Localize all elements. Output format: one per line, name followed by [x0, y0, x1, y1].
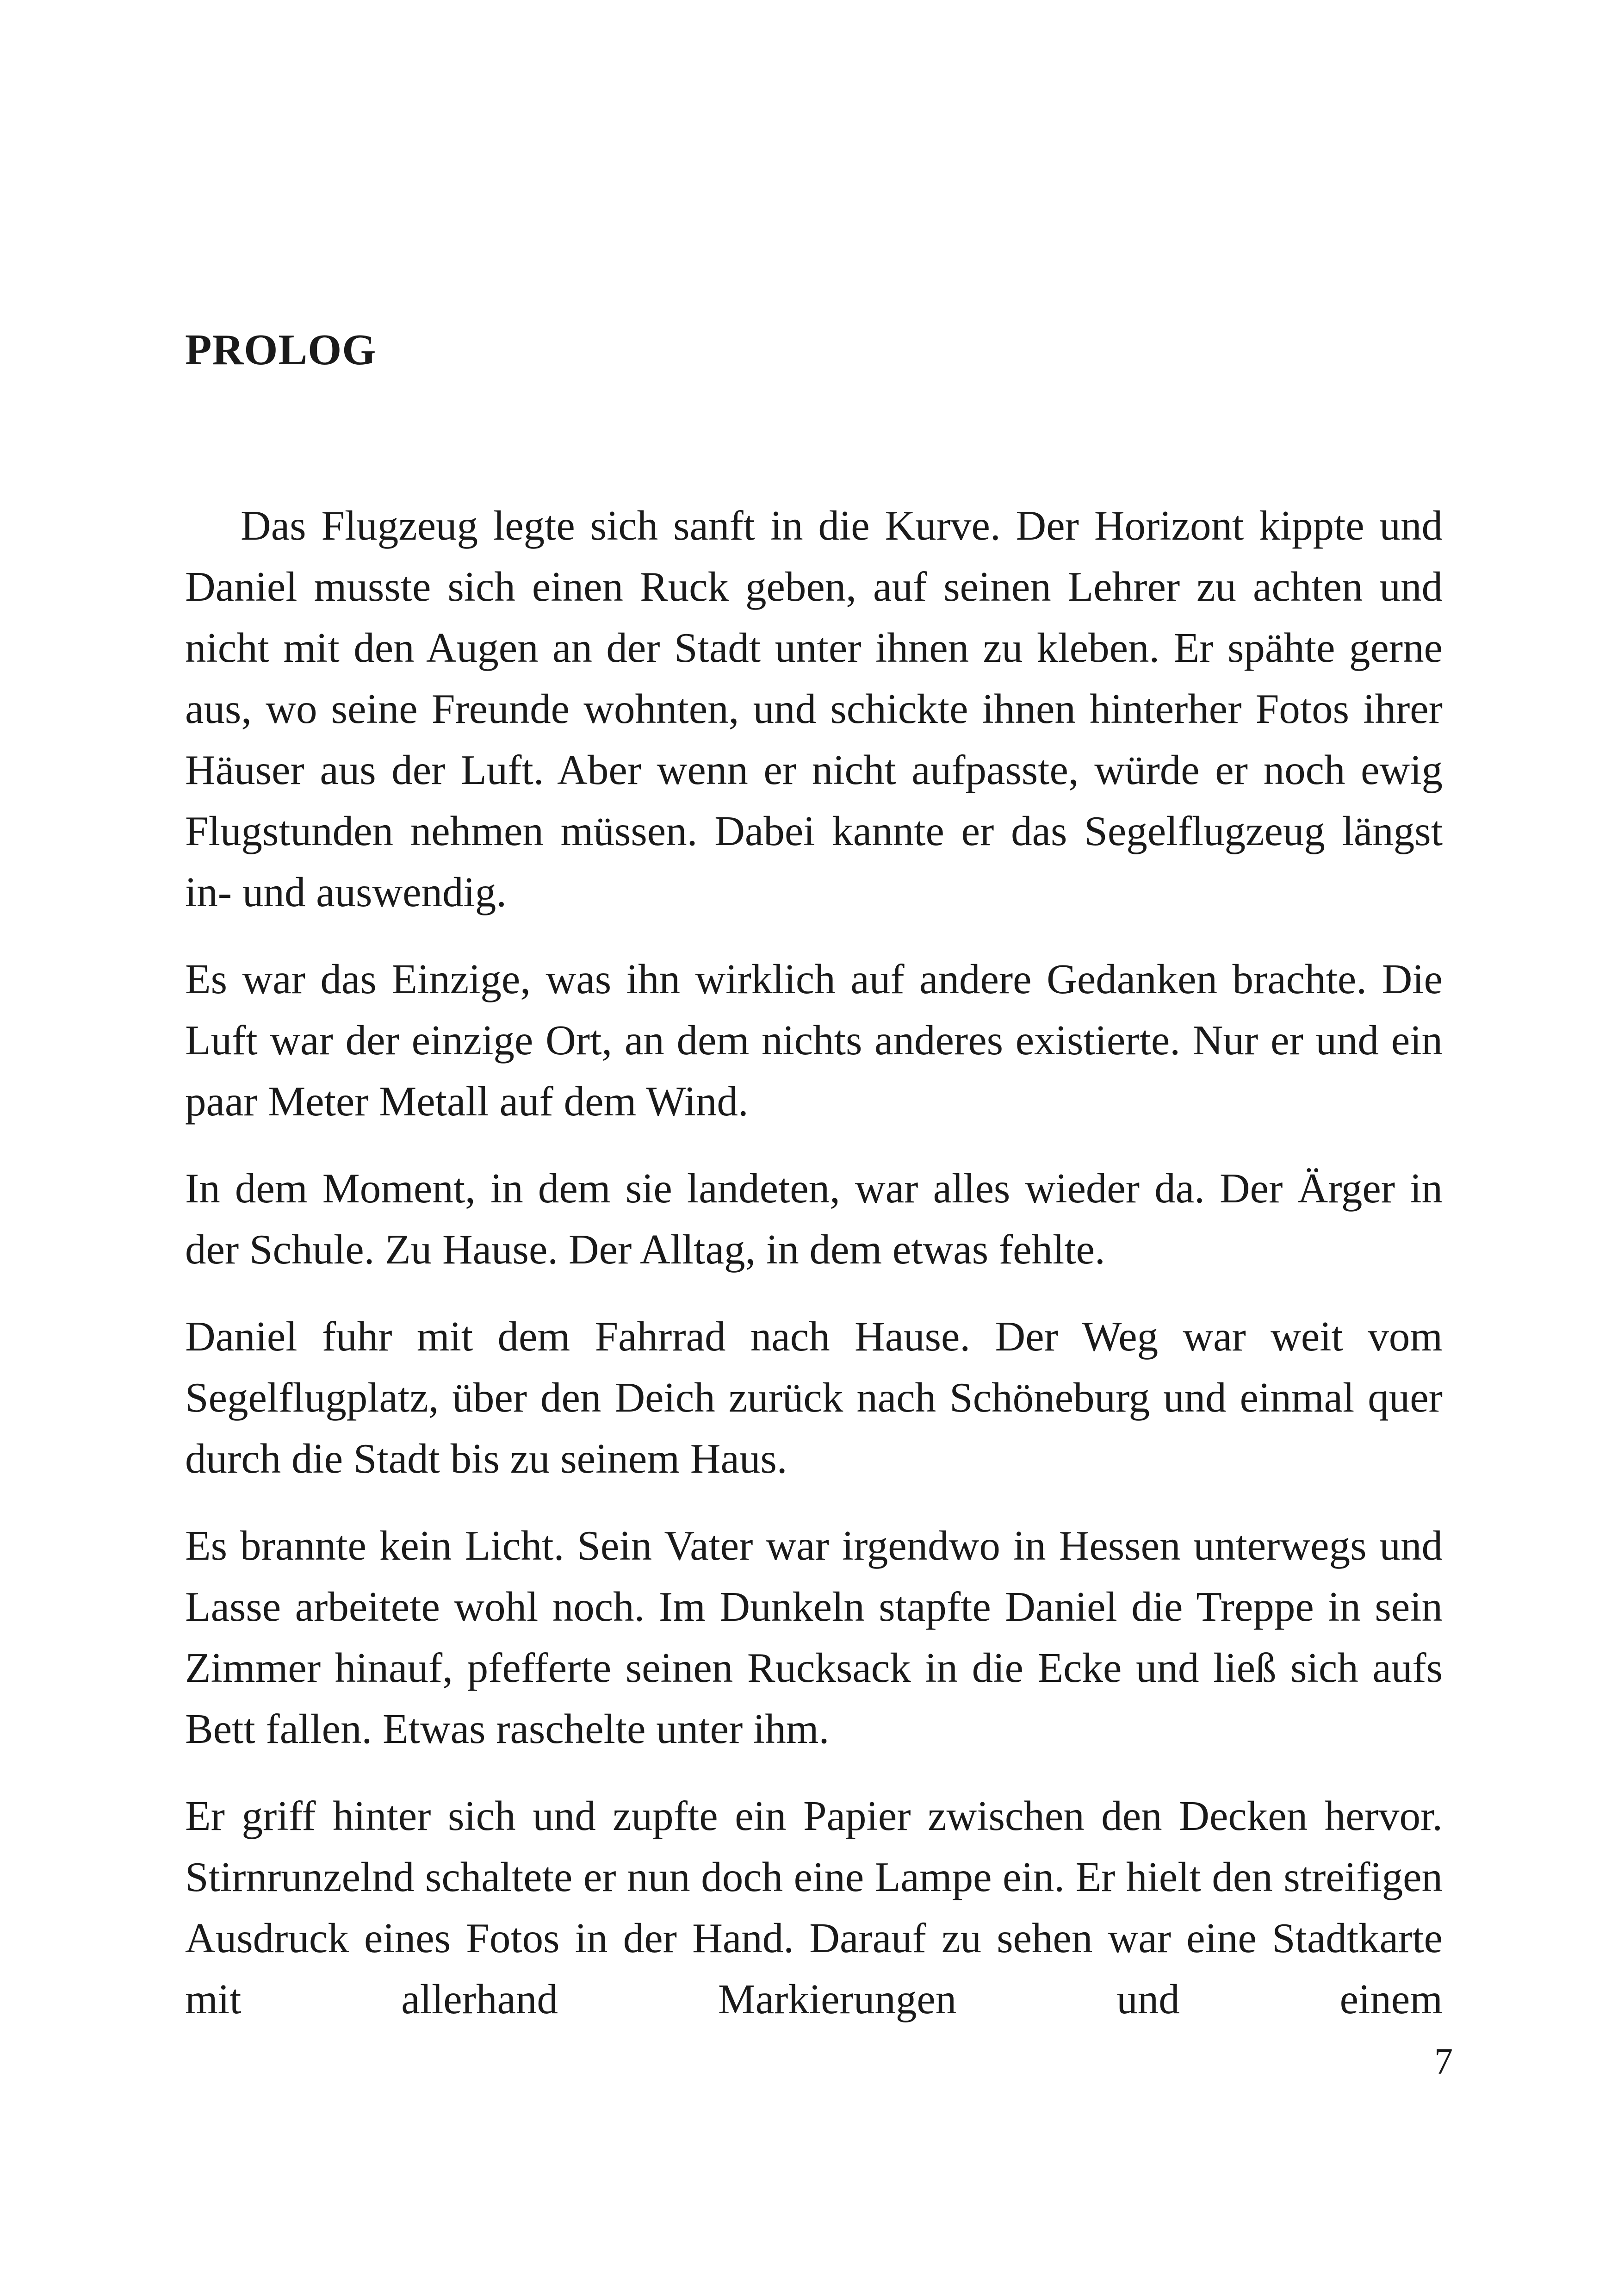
paragraph: In dem Moment, in dem sie landeten, war alles wieder da. Der Ärger in der Schule. Zu Hause. Der Alltag, in dem etwas fehlte.: [185, 1165, 1443, 1273]
paragraph: Daniel fuhr mit dem Fahrrad nach Hause. Der Weg war weit vom Segelflugplatz, über den Deich zurück nach Schöneburg und einmal quer durch die Stadt bis zu seinem Haus.: [185, 1313, 1443, 1482]
page-number: 7: [1434, 2041, 1453, 2082]
body-text: [185, 495, 1443, 2056]
paragraph: Er griff hinter sich und zupfte ein Papier zwischen den Decken hervor. Stirnrunzelnd schaltete er nun doch eine Lampe ein. Er hielt den streifigen Ausdruck eines Fotos in der Hand. Darauf zu sehen war eine Stadtkarte mit allerhand Markierungen und einem: [185, 1792, 1443, 2022]
chapter-heading: PROLOG: [185, 326, 377, 374]
paragraph: Das Flugzeug legte sich sanft in die Kurve. Der Horizont kippte und Daniel musste sich einen Ruck geben, auf seinen Lehrer zu achten und nicht mit den Augen an der Stadt unter ihnen zu kleben. Er spähte gerne aus, wo seine Freunde wohnten, und schickte ihnen hinterher Fotos ihrer Häuser aus der Luft. Aber wenn er nicht aufpasste, würde er noch ewig Flugstunden nehmen müssen. Dabei kannte er das Segelflugzeug längst in- und auswendig.: [185, 502, 1443, 915]
paragraph: Es brannte kein Licht. Sein Vater war irgendwo in Hessen unterwegs und Lasse arbeitete wohl noch. Im Dunkeln stapfte Daniel die Treppe in sein Zimmer hinauf, pfefferte seinen Rucksack in die Ecke und ließ sich aufs Bett fallen. Etwas raschelte unter ihm.: [185, 1522, 1443, 1752]
paragraph: Es war das Einzige, was ihn wirklich auf andere Gedanken brachte. Die Luft war der einzige Ort, an dem nichts anderes existierte. Nur er und ein paar Meter Metall auf dem Wind.: [185, 956, 1443, 1125]
